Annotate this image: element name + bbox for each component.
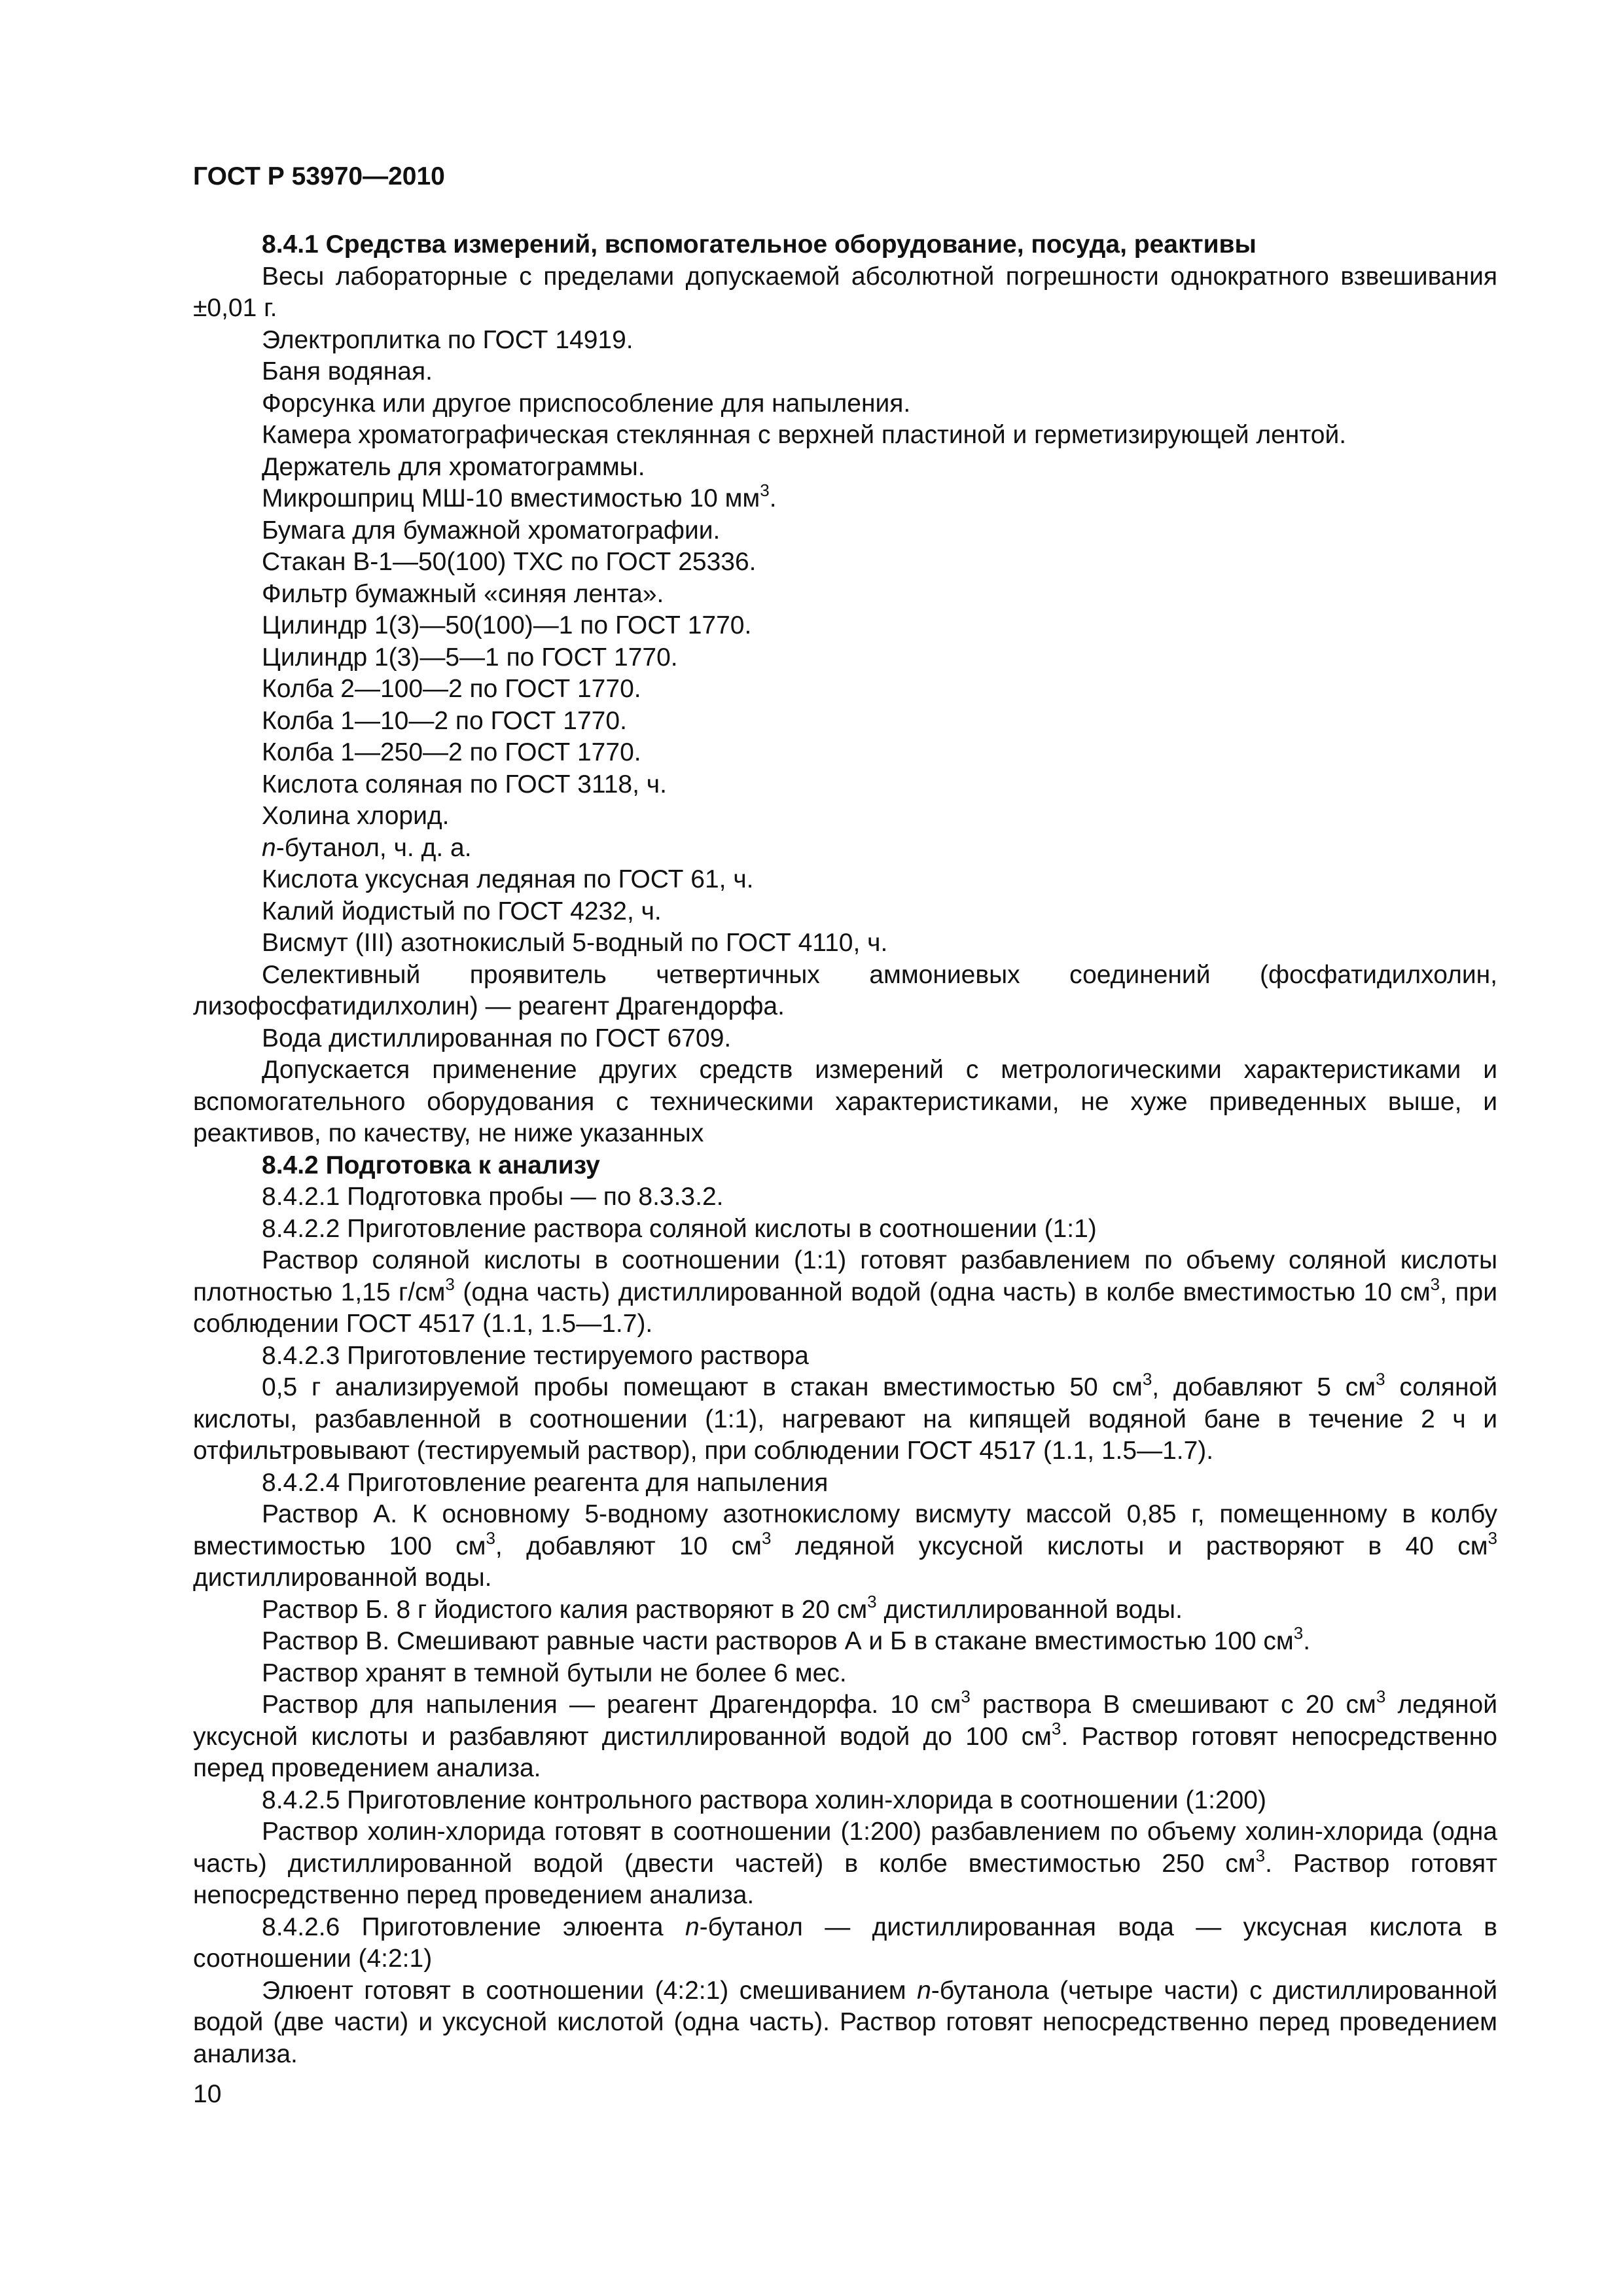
paragraph-8-4-2-3-title: 8.4.2.3 Приготовление тестируемого раствора [262, 1341, 809, 1370]
list-item: Держатель для хроматограммы. [262, 452, 645, 481]
paragraph-developer: Селективный проявитель четвертичных аммониевых соединений (фосфатидилхолин, лизофосфатидилхолин) — реагент Драгендорфа. [193, 960, 1497, 1020]
list-item: Цилиндр 1(3)—50(100)—1 по ГОСТ 1770. [262, 611, 752, 639]
list-item: Висмут (III) азотнокислый 5-водный по ГОСТ 4110, ч. [262, 929, 888, 957]
list-item: Бумага для бумажной хроматографии. [262, 516, 721, 545]
paragraph-allowance: Допускается применение других средств измерений с метрологическими характеристиками и вспомогательного оборудования с техническими характеристиками, не хуже приведенных выше, и реактивов, по качеству, не ниже указанных [193, 1056, 1497, 1147]
paragraph-solution-b: Раствор Б. 8 г йодистого калия растворяют в 20 $см^3$ дистиллированной воды. [262, 1591, 1183, 1624]
list-item-syringe: Микрошприц МШ-10 вместимостью 10 $мм^3$. [262, 480, 777, 512]
paragraph-eluent: Элюент готовят в соотношении (4:2:1) смешиванием n-бутанола (четыре части) с дистиллированной водой (две части) и уксусной кислотой (одна часть). Раствор готовят непосредственно перед проведением анализа. [193, 1976, 1497, 2068]
paragraph-solution-v: Раствор В. Смешивают равные части растворов А и Б в стакане вместимостью 100 $см^3$. [262, 1623, 1311, 1655]
list-item: Кислота уксусная ледяная по ГОСТ 61, ч. [262, 865, 754, 893]
document-body [193, 229, 1497, 2070]
list-item: Стакан В-1—50(100) ТХС по ГОСТ 25336. [262, 548, 757, 576]
paragraph-8-4-2-1: 8.4.2.1 Подготовка пробы — по 8.3.3.2. [262, 1183, 724, 1211]
paragraph-hcl-solution: Раствор соляной кислоты в соотношении (1:1) готовят разбавлением по объему соляной кислоты плотностью 1,15 $г/см^3$ (одна часть) дистиллированной водой (одна часть) в колбе вместимостью 10 $см^3$, при соблюдении ГОСТ 4517 (1.1, 1.5—1.7). [193, 1246, 1498, 1338]
list-item: Холина хлорид. [262, 802, 450, 830]
paragraph-spray-solution: Раствор для напыления — реагент Драгендорфа. 10 $см^3$ раствора В смешивают с 20 $см^3$ ледяной уксусной кислоты и разбавляют дистиллированной водой до 100 $см^3$. Раствор готовят непосредственно перед проведением анализа. [193, 1686, 1497, 1782]
list-item: Вода дистиллированная по ГОСТ 6709. [262, 1024, 732, 1052]
paragraph-solution-a: Раствор А. К основному 5-водному азотнокислому висмуту массой 0,85 г, помещенному в колбу вместимостью 100 $см^3$, добавляют 10 $см^3$ ледяной уксусной кислоты и растворяют в 40 $см^3$ дистиллированной воды. [193, 1500, 1497, 1592]
list-item-butanol: n-бутанол, ч. д. а. [262, 833, 472, 862]
list-item: Баня водяная. [262, 357, 433, 386]
list-item: Кислота соляная по ГОСТ 3118, ч. [262, 770, 667, 798]
list-item: Колба 1—250—2 по ГОСТ 1770. [262, 738, 641, 766]
list-item: Камера хроматографическая стеклянная с верхней пластиной и герметизирующей лентой. [262, 421, 1347, 449]
paragraph-8-4-2-4-title: 8.4.2.4 Приготовление реагента для напыления [262, 1468, 829, 1497]
list-item: Форсунка или другое приспособление для напыления. [262, 389, 911, 418]
list-item: Электроплитка по ГОСТ 14919. [262, 325, 633, 354]
list-item: Цилиндр 1(3)—5—1 по ГОСТ 1770. [262, 643, 678, 672]
section-title-8-4-1: 8.4.1 Средства измерений, вспомогательное оборудование, посуда, реактивы [262, 230, 1257, 259]
paragraph-8-4-2-6-title: 8.4.2.6 Приготовление элюента n-бутанол — дистиллированная вода — уксусная кислота в соотношении (4:2:1) [193, 1912, 1497, 1973]
paragraph-choline-solution: Раствор холин-хлорида готовят в соотношении (1:200) разбавлением по объему холин-хлорида (одна часть) дистиллированной водой (двести частей) в колбе вместимостью 250 $см^3$. Раствор готовят непосредственно перед проведением анализа. [193, 1818, 1497, 1909]
list-item: Фильтр бумажный «синяя лента». [262, 579, 664, 608]
document-code-header: ГОСТ Р 53970—2010 [193, 162, 445, 190]
paragraph-test-solution: 0,5 г анализируемой пробы помещают в стакан вместимостью 50 $см^3$, добавляют 5 $см^3$ соляной кислоты, разбавленной в соотношении (1:1), нагревают на кипящей водяной бане в течение 2 ч и отфильтровывают (тестируемый раствор), при соблюдении ГОСТ 4517 (1.1, 1.5—1.7). [193, 1369, 1497, 1465]
paragraph-8-4-2-5-title: 8.4.2.5 Приготовление контрольного раствора холин-хлорида в соотношении (1:200) [262, 1785, 1266, 1814]
paragraph-scales: Весы лабораторные с пределами допускаемой абсолютной погрешности однократного взвешивания ±0,01 г. [193, 262, 1497, 322]
list-item: Колба 2—100—2 по ГОСТ 1770. [262, 675, 641, 703]
section-title-8-4-2: 8.4.2 Подготовка к анализу [262, 1151, 600, 1179]
paragraph-8-4-2-2-title: 8.4.2.2 Приготовление раствора соляной кислоты в соотношении (1:1) [262, 1214, 1097, 1243]
paragraph-storage: Раствор хранят в темной бутыли не более 6 мес. [262, 1659, 847, 1687]
list-item: Колба 1—10—2 по ГОСТ 1770. [262, 706, 627, 735]
list-item: Калий йодистый по ГОСТ 4232, ч. [262, 897, 662, 925]
page-number: 10 [193, 2080, 222, 2108]
